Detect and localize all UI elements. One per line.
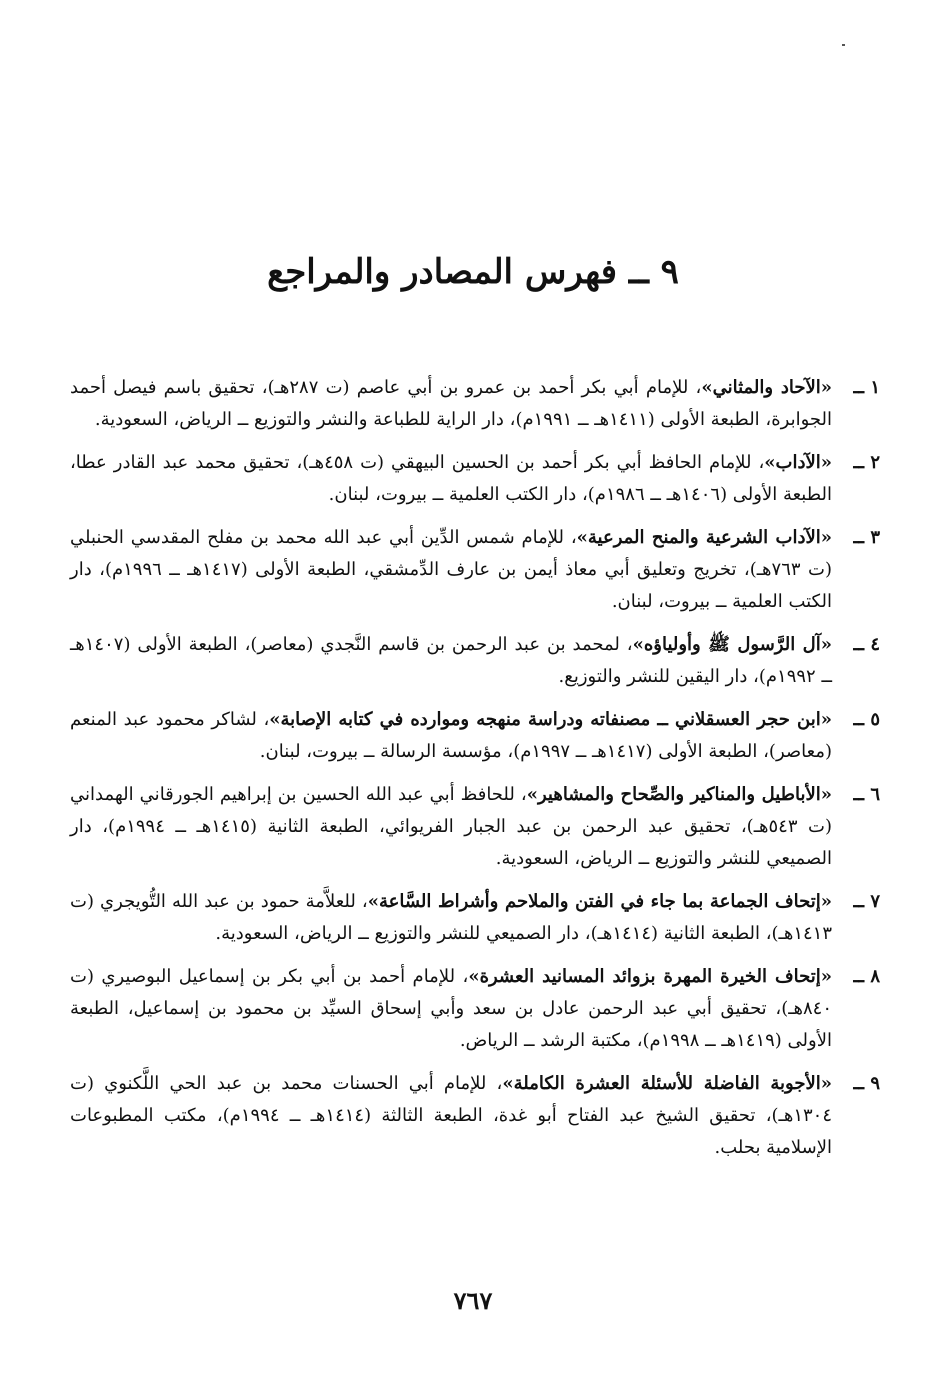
entry-title: «إتحاف الجماعة بما جاء في الفتن والملاحم وأشراط السَّاعة» bbox=[367, 891, 832, 912]
entry-text: ، لمحمد بن عبد الرحمن بن قاسم النَّجدي (معاصر)، الطبعة الأولى (١٤٠٧هـ ــ ١٩٩٢م)، دار اليقين للنشر والتوزيع. bbox=[70, 634, 832, 687]
entry-number: ٣ ــ bbox=[853, 527, 880, 548]
reference-entry bbox=[70, 704, 880, 768]
entry-title: «الأباطيل والمناكير والصِّحاح والمشاهير» bbox=[526, 784, 833, 805]
entry-title: «الآداب الشرعية والمنح المرعية» bbox=[576, 527, 832, 548]
entry-number: ٦ ــ bbox=[853, 784, 880, 805]
entry-title: «الآحاد والمثاني» bbox=[701, 377, 832, 398]
entry-text: ، للإمام أحمد بن أبي بكر بن إسماعيل البوصيري (ت ٨٤٠هـ)، تحقيق أبي عبد الرحمن عادل بن سعد وأبي إسحاق السيِّد بن محمود بن إسماعيل، الطبعة الأولى (١٤١٩هـ ــ ١٩٩٨م)، مكتبة الرشد ــ الرياض. bbox=[70, 966, 832, 1051]
entry-text: ، لشاكر محمود عبد المنعم (معاصر)، الطبعة الأولى (١٤١٧هـ ــ ١٩٩٧م)، مؤسسة الرسالة ــ بيروت، لبنان. bbox=[70, 709, 832, 762]
entry-text: ، للإمام أبي الحسنات محمد بن عبد الحي اللَّكنوي (ت ١٣٠٤هـ)، تحقيق الشيخ عبد الفتاح أبو غدة، الطبعة الثالثة (١٤١٤هـ ــ ١٩٩٤م)، مكتب المطبوعات الإسلامية بحلب. bbox=[70, 1073, 832, 1158]
references-list bbox=[70, 372, 880, 1175]
entry-title: «ابن حجر العسقلاني ــ مصنفاته ودراسة منهجه وموارده في كتابه الإصابة» bbox=[269, 709, 832, 730]
entry-title: «الأجوبة الفاضلة للأسئلة العشرة الكاملة» bbox=[502, 1073, 832, 1094]
entry-text: ، للحافظ أبي عبد الله الحسين بن إبراهيم الجورقاني الهمداني (ت ٥٤٣هـ)، تحقيق عبد الرحمن بن عبد الجبار الفريوائي، الطبعة الثانية (١٤١٥هـ ــ ١٩٩٤م)، دار الصميعي للنشر والتوزيع ــ الرياض، السعودية. bbox=[70, 784, 832, 869]
page-title: ٩ ــ فهرس المصادر والمراجع bbox=[267, 252, 679, 292]
entry-number: ٨ ــ bbox=[853, 966, 880, 987]
entry-title: «إتحاف الخيرة المهرة بزوائد المسانيد العشرة» bbox=[468, 966, 832, 987]
page-number: ٧٦٧ bbox=[453, 1286, 493, 1315]
entry-title: «الآداب» bbox=[764, 452, 832, 473]
reference-entry bbox=[70, 1068, 880, 1164]
page-edge-mark bbox=[842, 44, 845, 46]
entry-number: ٤ ــ bbox=[853, 634, 880, 655]
entry-text: ، للإمام شمس الدِّين أبي عبد الله محمد بن مفلح المقدسي الحنبلي (ت ٧٦٣هـ)، تخريج وتعليق أبي معاذ أيمن بن عارف الدِّمشقي، الطبعة الأولى (١٤١٧هـ ــ ١٩٩٦م)، دار الكتب العلمية ــ بيروت، لبنان. bbox=[70, 527, 832, 612]
entry-number: ١ ــ bbox=[853, 377, 880, 398]
reference-entry bbox=[70, 629, 880, 693]
reference-entry bbox=[70, 522, 880, 618]
entry-number: ٩ ــ bbox=[853, 1073, 880, 1094]
reference-entry bbox=[70, 372, 880, 436]
reference-entry bbox=[70, 779, 880, 875]
entry-number: ٢ ــ bbox=[853, 452, 880, 473]
entry-title: «آل الرَّسول ﷺ وأولياؤه» bbox=[632, 634, 832, 655]
entry-text: ، للإمام الحافظ أبي بكر أحمد بن الحسين البيهقي (ت ٤٥٨هـ)، تحقيق محمد عبد القادر عطا، الطبعة الأولى (١٤٠٦هـ ــ ١٩٨٦م)، دار الكتب العلمية ــ بيروت، لبنان. bbox=[70, 452, 832, 505]
reference-entry bbox=[70, 886, 880, 950]
entry-number: ٧ ــ bbox=[853, 891, 880, 912]
reference-entry bbox=[70, 961, 880, 1057]
entry-text: ، للعلاَّمة حمود بن عبد الله التُّويجري (ت ١٤١٣هـ)، الطبعة الثانية (١٤١٤هـ)، دار الصميعي للنشر والتوزيع ــ الرياض، السعودية. bbox=[70, 891, 832, 944]
reference-entry bbox=[70, 447, 880, 511]
entry-text: ، للإمام أبي بكر أحمد بن عمرو بن أبي عاصم (ت ٢٨٧هـ)، تحقيق باسم فيصل أحمد الجوابرة، الطبعة الأولى (١٤١١هـ ــ ١٩٩١م)، دار الراية للطباعة والنشر والتوزيع ــ الرياض، السعودية. bbox=[70, 377, 832, 430]
entry-number: ٥ ــ bbox=[853, 709, 880, 730]
